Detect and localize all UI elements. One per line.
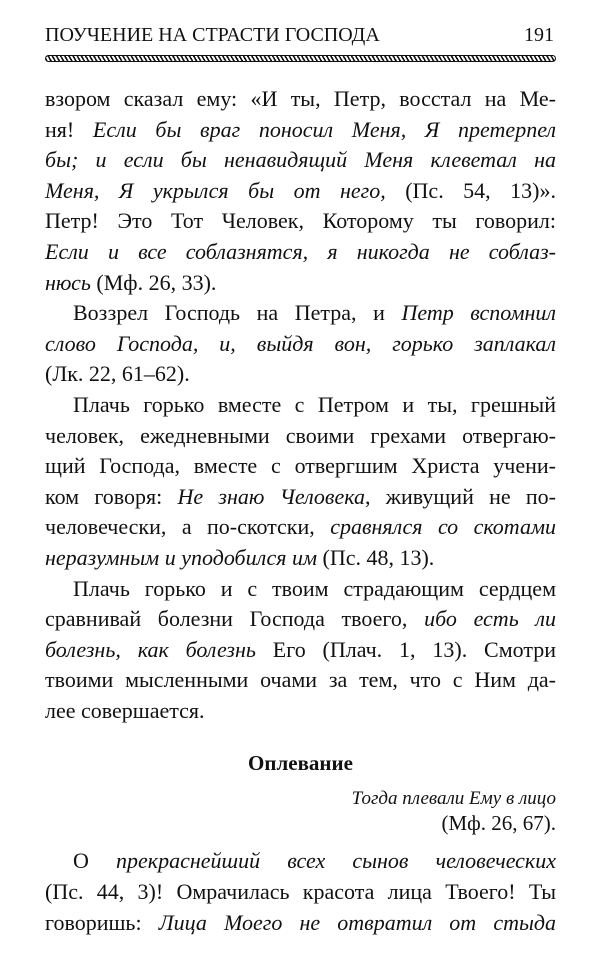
text-run: человечески, а по-скотски, — [45, 514, 331, 540]
text-line — [45, 908, 556, 939]
text-run: взором сказал ему: « — [45, 86, 262, 111]
italic-quote: Не знаю Человека — [177, 483, 365, 509]
text-line — [45, 390, 556, 421]
text-run: сравнивай болезни Господа твоего, — [45, 606, 425, 632]
text-run: человек, ежедневными своими грехами отвергаю- — [45, 422, 556, 448]
text-line — [45, 115, 556, 146]
text-line — [45, 451, 556, 482]
text-line — [45, 206, 556, 237]
epigraph-text: Тогда плевали Ему в лицо — [351, 788, 556, 810]
text-run: Петр! Это Тот Человек, Которому ты говорил: — [45, 208, 556, 234]
text-run: И ты, Петр, восстал на Ме- — [261, 86, 556, 111]
italic-quote: ибо есть ли — [424, 606, 556, 632]
text-run: говоришь: — [45, 909, 159, 935]
text-run: ком говоря: — [45, 483, 178, 509]
italic-quote: прекраснейший всех сынов человеческих — [116, 848, 556, 874]
text-line — [45, 604, 556, 635]
text-run: (Пс. 54, 13)». — [385, 177, 556, 203]
text-line — [45, 543, 556, 574]
epigraph-reference: (Мф. 26, 67). — [441, 811, 556, 836]
text-run: Плачь горько вместе с Петром и ты, грешный — [73, 391, 556, 417]
text-run: Его (Плач. 1, 13). Смотри — [255, 636, 556, 662]
italic-quote: Петр вспомнил — [401, 300, 556, 326]
italic-quote: нюсь — [45, 269, 91, 295]
text-line — [45, 268, 556, 299]
text-run: (Мф. 26, 33). — [90, 269, 217, 295]
text-run: твоими мысленными очами за тем, что с Ним да- — [45, 667, 556, 693]
text-run: (Пс. 44, 3)! Омрачилась красота лица Твоего! Ты — [45, 879, 556, 905]
italic-quote: бы; и если бы ненавидящий Меня клеветал на — [45, 147, 556, 173]
text-line — [45, 877, 556, 908]
text-line — [45, 145, 556, 176]
text-line — [45, 237, 556, 268]
italic-quote: Лица Моего не отвратил от стыда — [158, 909, 556, 935]
text-line — [45, 482, 556, 513]
italic-quote: Если бы враг поносил Меня, Я претерпел — [92, 116, 556, 142]
text-run: ня! — [45, 116, 93, 142]
paragraph — [45, 574, 556, 727]
text-line — [45, 84, 556, 115]
italic-quote: Меня, Я укрылся бы от него, — [45, 177, 386, 203]
text-run: (Пс. 48, 13). — [317, 544, 435, 570]
text-run: лее совершается. — [45, 697, 205, 723]
text-line — [45, 512, 556, 543]
rope-divider — [45, 55, 556, 62]
text-line — [45, 359, 556, 390]
body-text — [45, 84, 556, 938]
epigraph — [45, 786, 556, 836]
section-paragraph — [45, 846, 556, 938]
running-head — [45, 24, 556, 50]
text-line — [45, 329, 556, 360]
paragraph — [45, 846, 556, 938]
text-run: Плачь горько и с твоим страдающим сердцем — [73, 575, 556, 601]
italic-quote: Если и все соблазнятся, я никогда не соблаз- — [45, 238, 556, 264]
text-line — [45, 176, 556, 207]
italic-quote: слово Господа, и, выйдя вон, горько заплакал — [45, 330, 556, 356]
italic-quote: болезнь, как болезнь — [45, 636, 256, 662]
paragraph — [45, 84, 556, 298]
paragraphs — [45, 84, 556, 726]
paragraph — [45, 298, 556, 390]
running-title: ПОУЧЕНИЕ НА СТРАСТИ ГОСПОДА — [45, 24, 380, 46]
text-run: (Лк. 22, 61–62). — [45, 361, 190, 387]
text-line — [45, 665, 556, 696]
page-number: 191 — [524, 24, 554, 46]
italic-quote: сравнялся со скотами — [330, 514, 556, 540]
text-line — [45, 574, 556, 605]
section-heading: Оплевание — [248, 751, 353, 776]
text-line — [45, 846, 556, 877]
text-line — [45, 298, 556, 329]
text-line — [45, 696, 556, 727]
text-run: щий Господа, вместе с отвергшим Христа учени- — [45, 453, 556, 479]
text-run: , живущий не по- — [365, 483, 556, 509]
text-line — [45, 421, 556, 452]
paragraph — [45, 390, 556, 574]
text-line — [45, 635, 556, 666]
italic-quote: неразумным и уподобился им — [45, 544, 317, 570]
text-run: О — [73, 848, 117, 874]
text-run: Воззрел Господь на Петра, и — [73, 300, 402, 326]
